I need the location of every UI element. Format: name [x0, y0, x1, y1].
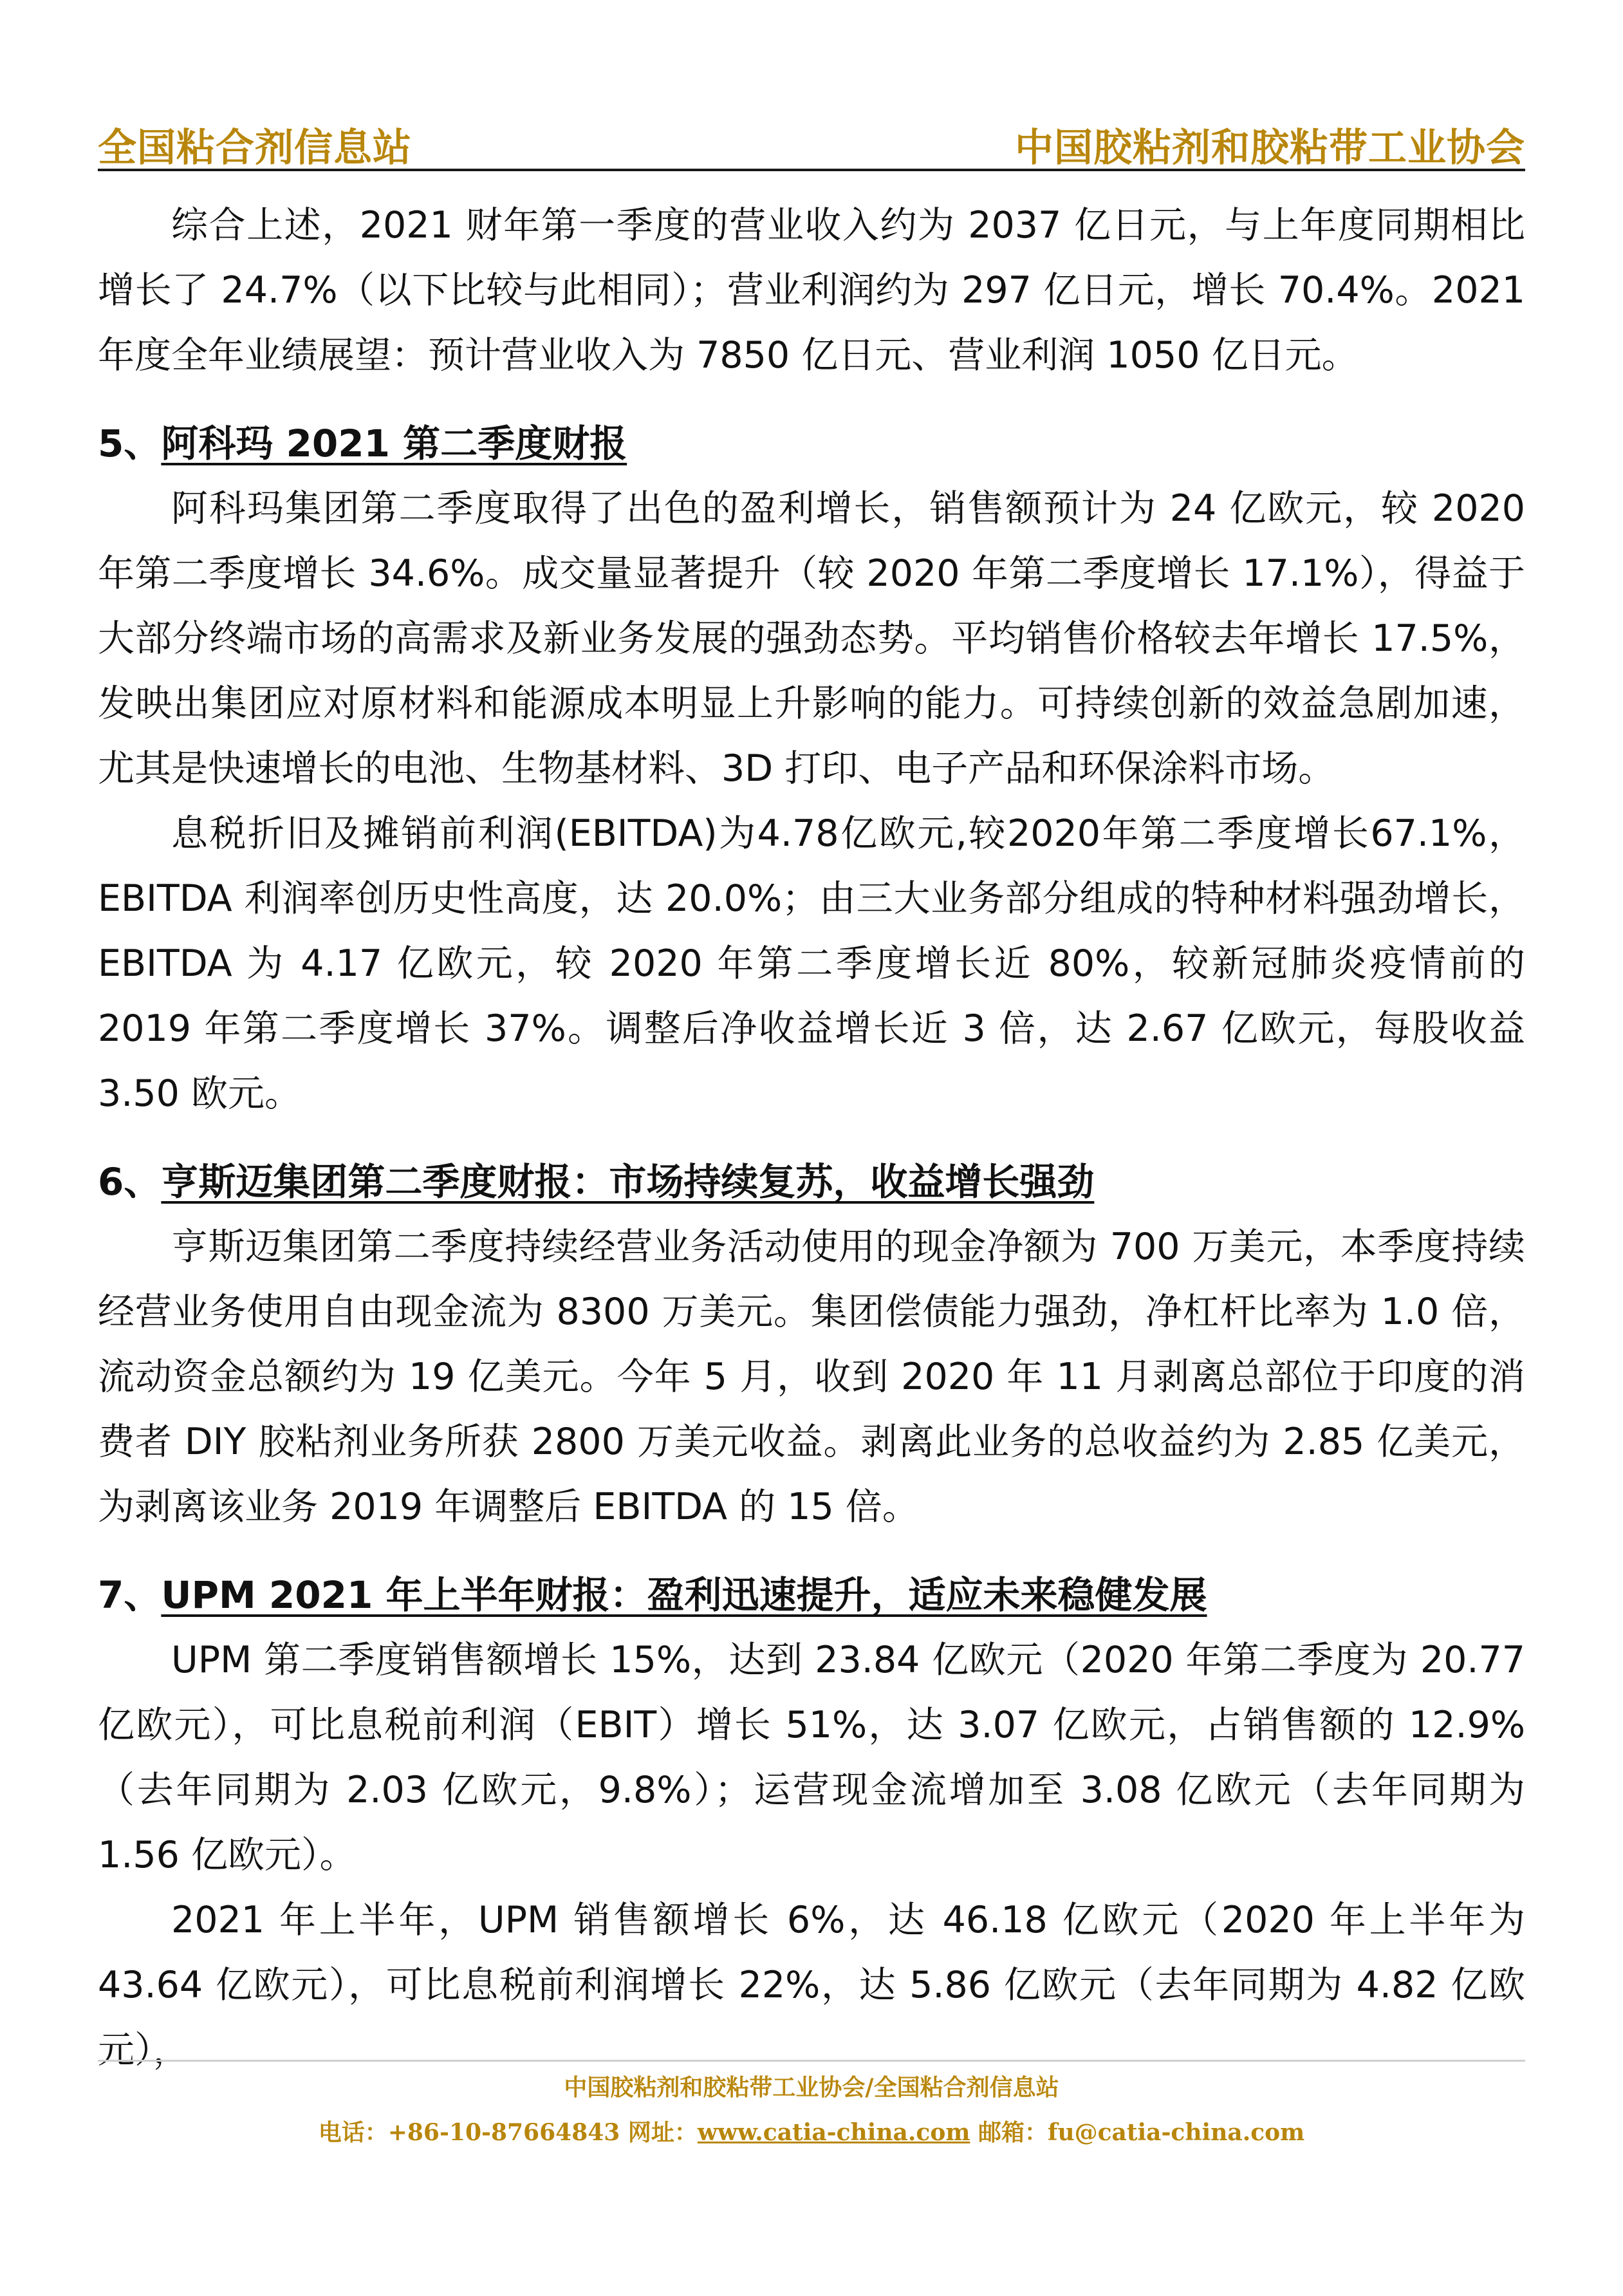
section-number: 7、: [98, 1573, 162, 1617]
page-header: [98, 115, 1525, 171]
section-heading-6: [98, 1150, 1525, 1215]
section-6-paragraph-1: 亨斯迈集团第二季度持续经营业务活动使用的现金净额为 700 万美元，本季度持续经营业务使用自由现金流为 8300 万美元。集团偿债能力强劲，净杠杆比率为 1.0 倍，流动资金总额约为 19 亿美元。今年 5 月，收到 2020 年 11 月剥离总部位于印度的消费者 DIY 胶粘剂业务所获 2800 万美元收益。剥离此业务的总收益约为 2.85 亿美元，为剥离该业务 2019 年调整后 EBITDA 的 15 倍。: [98, 1226, 1525, 1528]
section-title: 亨斯迈集团第二季度财报：市场持续复苏，收益增长强劲: [161, 1160, 1095, 1204]
footer-email: 邮箱：fu@catia-china.com: [970, 2119, 1305, 2146]
section-heading-7: [98, 1563, 1525, 1628]
footer-divider: [98, 2060, 1525, 2062]
section-title: UPM 2021 年上半年财报：盈利迅速提升，适应未来稳健发展: [161, 1573, 1207, 1617]
footer-contact: [0, 2114, 1623, 2147]
intro-paragraph: 综合上述，2021 财年第一季度的营业收入约为 2037 亿日元，与上年度同期相比增长了 24.7%（以下比较与此相同）；营业利润约为 297 亿日元，增长 70.4%。2021 年度全年业绩展望：预计营业收入为 7850 亿日元、营业利润 1050 亿日元。: [98, 204, 1525, 377]
section-number: 5、: [98, 422, 162, 465]
section-5-paragraph-1: 阿科玛集团第二季度取得了出色的盈利增长，销售额预计为 24 亿欧元，较 2020 年第二季度增长 34.6%。成交量显著提升（较 2020 年第二季度增长 17.1%），得益于大部分终端市场的高需求及新业务发展的强劲态势。平均销售价格较去年增长 17.5%，发映出集团应对原材料和能源成本明显上升影响的能力。可持续创新的效益急剧加速，尤其是快速增长的电池、生物基材料、3D 打印、电子产品和环保涂料市场。: [98, 487, 1525, 790]
section-number: 6、: [98, 1160, 162, 1204]
footer-organization: 中国胶粘剂和胶粘带工业协会/全国粘合剂信息站: [564, 2074, 1059, 2101]
header-association-name: 中国胶粘剂和胶粘带工业协会: [1015, 126, 1525, 171]
section-7-paragraph-2: 2021 年上半年，UPM 销售额增长 6%，达 46.18 亿欧元（2020 年上半年为 43.64 亿欧元），可比息税前利润增长 22%，达 5.86 亿欧元（去年同期为 4.82 亿欧元），: [98, 1899, 1525, 2071]
section-7-paragraph-1: UPM 第二季度销售额增长 15%，达到 23.84 亿欧元（2020 年第二季度为 20.77 亿欧元），可比息税前利润（EBIT）增长 51%，达 3.07 亿欧元，占销售额的 12.9%（去年同期为 2.03 亿欧元，9.8%）；运营现金流增加至 3.08 亿欧元（去年同期为 1.56 亿欧元）。: [98, 1639, 1525, 1876]
footer-phone: 电话：+86-10-87664843 网址：: [318, 2119, 698, 2146]
section-title: 阿科玛 2021 第二季度财报: [161, 422, 627, 465]
page-content: [98, 193, 1525, 2083]
section-5-paragraph-2: 息税折旧及摊销前利润(EBITDA)为4.78亿欧元,较2020年第二季度增长67.1%，EBITDA 利润率创历史性高度，达 20.0%；由三大业务部分组成的特种材料强劲增长，EBITDA 为 4.17 亿欧元，较 2020 年第二季度增长近 80%，较新冠肺炎疫情前的 2019 年第二季度增长 37%。调整后净收益增长近 3 倍，达 2.67 亿欧元，每股收益 3.50 欧元。: [98, 812, 1525, 1115]
section-heading-5: [98, 411, 1525, 476]
header-site-name: 全国粘合剂信息站: [98, 126, 412, 171]
footer-website-link[interactable]: www.catia-china.com: [697, 2119, 970, 2146]
